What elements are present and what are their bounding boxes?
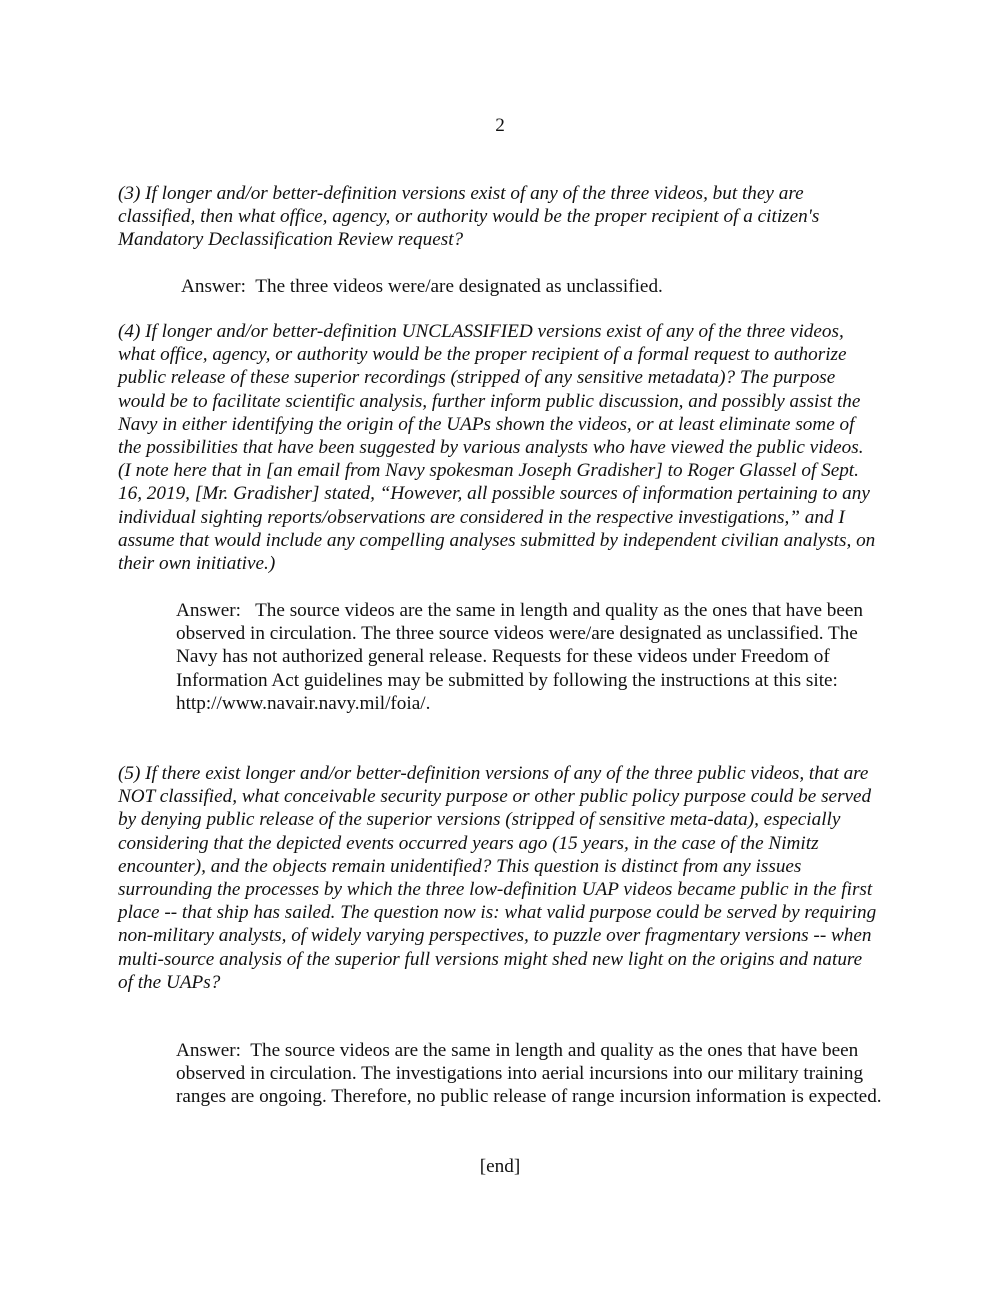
answer-5	[176, 1039, 888, 1109]
answer-4	[176, 599, 888, 715]
question-4: (4) If longer and/or better-definition UNCLASSIFIED versions exist of any of the three videos, what office, agency, or authority would be the proper recipient of a formal request to authorize public release of these superior recordings (stripped of any sensitive metadata)? The purpose would be to facilitate scientific analysis, further inform public discussion, and possibly assist the Navy in either identifying the origin of the UAPs shown the videos, or at least eliminate some of the possibilities that have been suggested by various analysts who have viewed the public videos. (I note here that in [an email from Navy spokesman Joseph Gradisher] to Roger Glassel of Sept. 16, 2019, [Mr. Gradisher] stated, “However, all possible sources of information pertaining to any individual sighting reports/observations are considered in the respective investigations,” and I assume that would include any compelling analyses submitted by independent civilian analysts, on their own initiative.)	[118, 321, 876, 575]
answer-5-text: The source videos are the same in length and quality as the ones that have been observed in circulation. The investigations into aerial incursions into our military training ranges are ongoing. Therefore, no public release of range incursion information is expected.	[176, 1040, 882, 1108]
answer-3-label: Answer:	[181, 276, 247, 297]
answer-4-label: Answer:	[176, 600, 242, 621]
question-3: (3) If longer and/or better-definition versions exist of any of the three videos, but they are classified, then what office, agency, or authority would be the proper recipient of a citizen's Mandatory Declassification Review request?	[118, 183, 820, 251]
answer-3	[181, 275, 881, 298]
answer-3-text: The three videos were/are designated as unclassified.	[255, 276, 663, 297]
answer-4-text: The source videos are the same in length and quality as the ones that have been observed in circulation. The three source videos were/are designated as unclassified. The Navy has not authorized general release. Requests for these videos under Freedom of Information Act guidelines may be submitted by following the instructions at this site: http://www.navair.navy.mil/foia/.	[176, 600, 863, 714]
page-number: 2	[495, 115, 505, 136]
question-5: (5) If there exist longer and/or better-definition versions of any of the three public videos, that are NOT classified, what conceivable security purpose or other public policy purpose could be served by denying public release of the superior versions (stripped of sensitive meta-data), especially considering that the depicted events occurred years ago (15 years, in the case of the Nimitz encounter), and the objects remain unidentified? This question is distinct from any issues surrounding the processes by which the three low-definition UAP videos became public in the first place -- that ship has sailed. The question now is: what valid purpose could be served by requiring non-military analysts, of widely varying perspectives, to puzzle over fragmentary versions -- when multi-source analysis of the superior full versions might shed new light on the origins and nature of the UAPs?	[118, 763, 877, 993]
answer-5-label: Answer:	[176, 1040, 242, 1061]
end-marker: [end]	[479, 1156, 521, 1177]
